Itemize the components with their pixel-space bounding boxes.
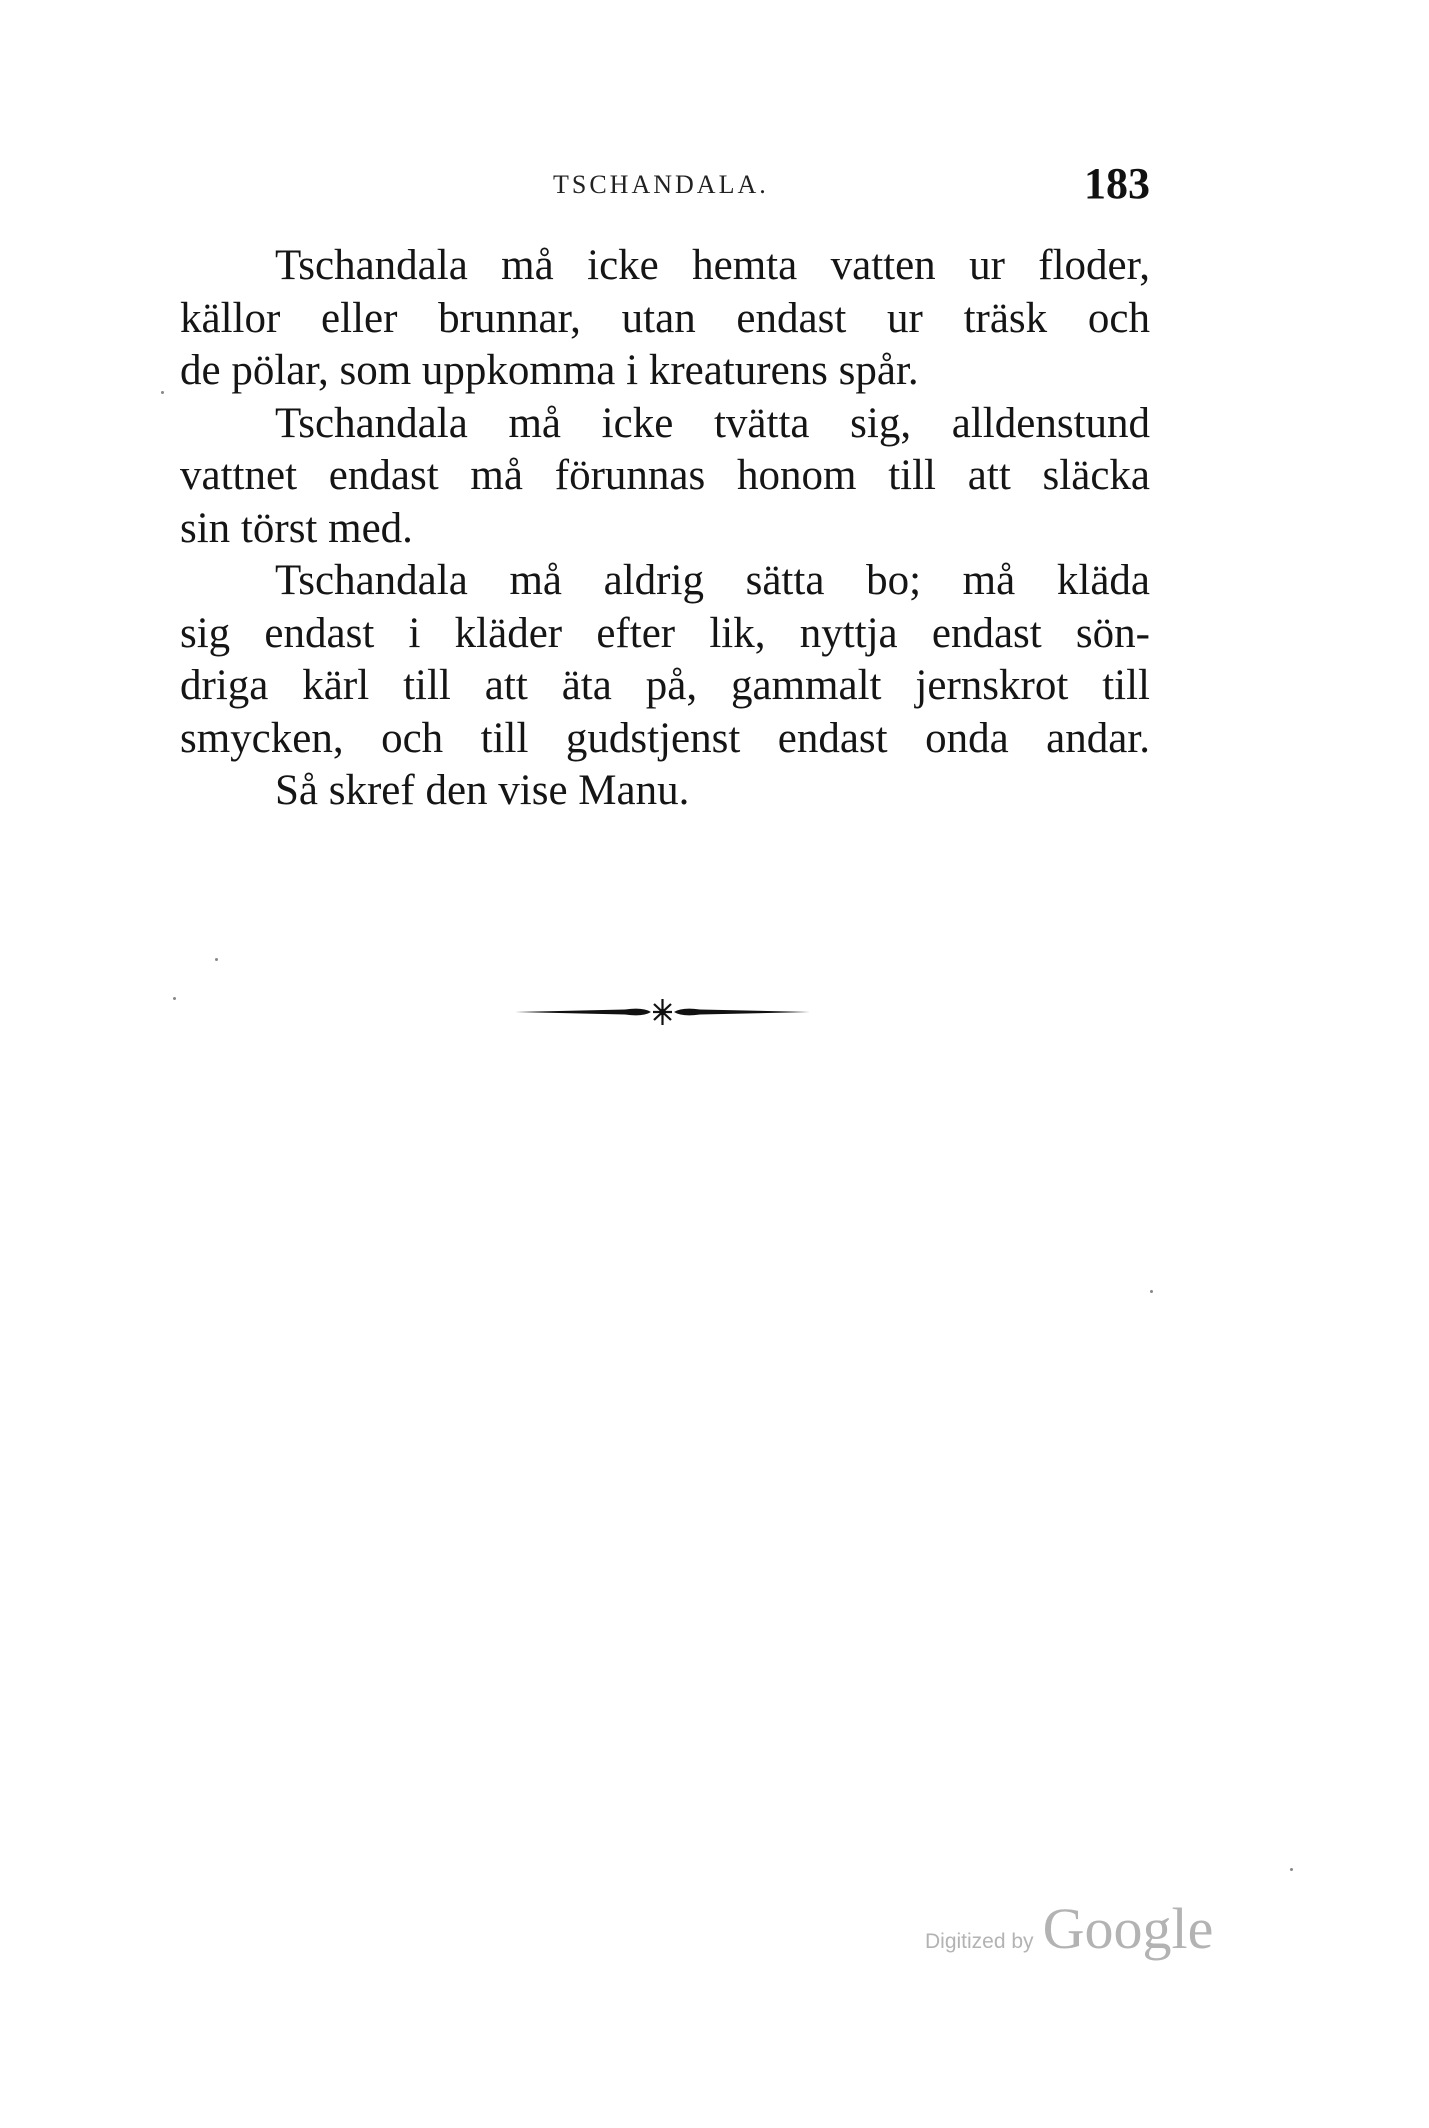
text-line: vattnet endast må förunnas honom till att släcka xyxy=(180,452,1150,499)
watermark-brand: Google xyxy=(1042,1896,1214,1961)
text-line: de pölar, som uppkomma i kreaturens spår. xyxy=(180,347,919,394)
text-line: sin törst med. xyxy=(180,504,413,552)
tailpiece-flourish-icon xyxy=(515,995,810,1029)
page-number: 183 xyxy=(1084,159,1150,208)
scan-speck xyxy=(161,391,164,394)
watermark-prefix: Digitized by xyxy=(925,1930,1034,1953)
text-line: Så skref den vise Manu. xyxy=(275,767,690,814)
text-line: driga kärl till att äta på, gammalt jernskrot till xyxy=(180,662,1150,709)
text-line: Tschandala må aldrig sätta bo; må kläda xyxy=(275,557,1150,604)
scan-speck xyxy=(1290,1868,1293,1871)
text-line: sig endast i kläder efter lik, nyttja endast sön- xyxy=(180,609,1150,657)
running-head: TSCHANDALA. xyxy=(553,170,769,199)
scan-speck xyxy=(1150,1290,1153,1293)
text-line: Tschandala må icke hemta vatten ur floder, xyxy=(275,242,1150,289)
text-line: Tschandala må icke tvätta sig, alldenstund xyxy=(275,399,1150,447)
scan-speck xyxy=(215,958,218,961)
digitized-by-google-watermark xyxy=(925,1895,1213,1962)
text-line: smycken, och till gudstjenst endast onda andar. xyxy=(180,714,1150,762)
body-text xyxy=(180,240,1150,818)
scan-speck xyxy=(173,997,176,1000)
text-line: källor eller brunnar, utan endast ur träsk och xyxy=(180,294,1150,342)
